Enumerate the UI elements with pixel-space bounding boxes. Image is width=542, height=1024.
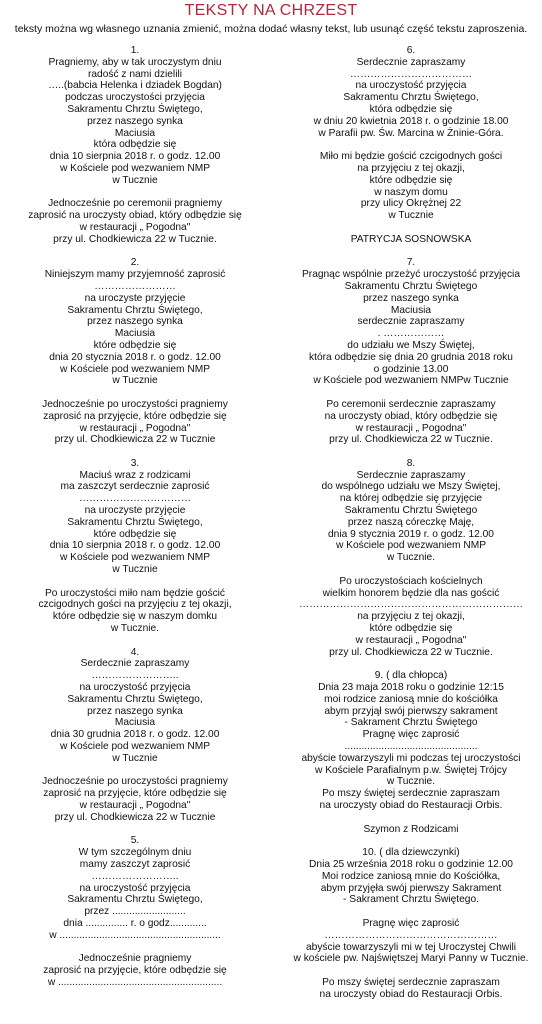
- text-line: w Kościele pod wezwaniem NMP: [335, 540, 487, 552]
- text-line: zaprosić na przyjęcie, które odbędzie się: [43, 410, 227, 422]
- text-line: dnia 9 stycznia 2019 r. o godz. 12.00: [328, 528, 494, 540]
- text-line: [282, 446, 540, 458]
- text-line: zaprosić na przyjęcie, które odbędzie się: [43, 788, 227, 800]
- text-line: w Tucznie.: [110, 623, 160, 635]
- text-line: w dniu 20 kwietnia 2018 r. o godzinie 18.00: [313, 115, 509, 127]
- text-line: [282, 906, 540, 918]
- text-line: na uroczysty obiad do Restauracji Orbis.: [319, 988, 503, 1000]
- text-line: dnia ............... r. o godz.............: [63, 917, 207, 929]
- text-line: dnia 30 grudnia 2018 r. o godz. 12.00: [50, 729, 220, 741]
- text-line: na uroczysty obiad do Restauracji Orbis.: [319, 800, 503, 811]
- text-line: Szymon z Rodzicami: [363, 823, 459, 835]
- text-line: ……………………..: [91, 870, 179, 882]
- text-line: Sakramentu Chrztu Świętego,: [67, 516, 203, 528]
- text-line: przez naszego synka: [87, 115, 183, 127]
- text-line: 9. ( dla chłopca): [374, 670, 448, 682]
- text-line: [6, 576, 264, 588]
- text-line: przez naszego synka: [87, 705, 183, 717]
- text-line: Jednocześnie po ceremonii pragniemy: [48, 198, 222, 210]
- text-line: [282, 222, 540, 234]
- text-line: na uroczyste przyjęcie: [84, 292, 186, 304]
- text-line: 5.: [130, 835, 140, 847]
- text-line: o godzinie 13.00: [373, 363, 449, 375]
- text-line: abym przyjęła swój pierwszy Sakrament: [320, 882, 502, 894]
- text-line: Jednocześnie po uroczystości pragniemy: [42, 398, 228, 410]
- text-line: mamy zaszczyt zaprosić: [79, 858, 191, 870]
- text-line: Sakramentu Chrztu Świętego,: [343, 92, 479, 104]
- text-line: ...............................................: [344, 741, 478, 753]
- text-line: w restauracji „ Pogodna": [355, 634, 467, 646]
- text-line: w kościele pw. Najświętszej Maryi Panny w Tucznie.: [293, 953, 529, 965]
- text-line: wielkim honorem będzie dla nas gościć: [322, 587, 500, 599]
- text-line: w restauracji „ Pogodna": [79, 422, 191, 434]
- text-line: [6, 765, 264, 777]
- text-line: w naszym domu: [374, 186, 448, 198]
- text-line: serdecznie zapraszamy: [357, 316, 465, 328]
- text-line: zaprosić na przyjęcie, które odbędzie się: [43, 965, 227, 977]
- text-line: przez ..........................: [84, 906, 186, 918]
- text-line: [282, 812, 540, 824]
- text-line: [282, 658, 540, 670]
- text-line: Dnia 23 maja 2018 roku o godzinie 12:15: [318, 682, 504, 694]
- text-line: PATRYCJA SOSNOWSKA: [350, 233, 472, 245]
- text-line: które odbędzie się: [369, 174, 453, 186]
- text-line: abyście towarzyszyli mi podczas tej uroczystości: [301, 752, 521, 764]
- text-line: Po uroczystościach kościelnych: [339, 575, 483, 587]
- text-line: przez naszego synka: [87, 316, 183, 328]
- text-line: W tym szczególnym dniu: [78, 847, 192, 859]
- text-line: ……………………: [94, 280, 176, 292]
- text-line: [282, 564, 540, 576]
- text-line: [282, 835, 540, 847]
- text-line: na uroczystość przyjęcia: [79, 682, 191, 694]
- text-line: które odbędzie się: [369, 623, 453, 635]
- text-line: ……………………………………………: [324, 929, 498, 941]
- text-line: Jednocześnie po uroczystości pragniemy: [42, 776, 228, 788]
- text-line: Moi rodzice zaniosą mnie do Kościółka,: [321, 870, 501, 882]
- text-line: Pragniemy, aby w tak uroczystym dniu: [48, 56, 222, 68]
- text-line: [6, 446, 264, 458]
- text-line: w Tucznie: [112, 564, 158, 576]
- text-line: Serdecznie zapraszamy: [356, 469, 466, 481]
- text-line: w ..........................................................: [47, 976, 223, 988]
- text-line: [6, 942, 264, 954]
- text-line: na uroczystość przyjęcia: [79, 882, 191, 894]
- text-line: w Tucznie: [112, 752, 158, 764]
- left-column: [6, 45, 264, 989]
- text-line: w restauracji „ Pogodna": [79, 221, 191, 233]
- text-line: przy ul. Chodkiewicza 22 w Tucznie.: [329, 434, 493, 446]
- text-line: Po mszy świętej serdecznie zapraszam: [322, 976, 500, 988]
- page-title: TEKSTY NA CHRZEST: [184, 2, 358, 19]
- text-line: podczas uroczystości przyjęcia: [65, 92, 205, 104]
- text-line: [6, 824, 264, 836]
- text-line: w restauracji „ Pogodna": [355, 422, 467, 434]
- text-line: Serdecznie zapraszamy: [356, 56, 466, 68]
- text-line: 7.: [406, 257, 416, 269]
- text-line: Pragnę więc zaprosić: [362, 729, 460, 741]
- text-line: abyście towarzyszyli mi w tej Uroczystej Chwili: [305, 941, 517, 953]
- text-line: - Sakrament Chrztu Świętego: [344, 717, 478, 729]
- text-line: na uroczyste przyjęcie: [84, 505, 186, 517]
- text-line: przy ul. Chodkiewicza 22 w Tucznie.: [329, 646, 493, 658]
- text-line: w Kościele pod wezwaniem NMPw Tucznie: [313, 375, 509, 387]
- text-line: w Tucznie: [112, 174, 158, 186]
- text-line: Maciusia: [114, 328, 156, 340]
- text-line: [6, 187, 264, 199]
- text-line: - Sakrament Chrztu Świętego.: [343, 894, 479, 906]
- text-line: Po uroczystości miło nam będzie gościć: [44, 587, 226, 599]
- text-line: w Kościele Parafialnym p.w. Świętej Trójcy: [315, 764, 507, 776]
- text-line: Sakramentu Chrztu Świętego: [344, 505, 478, 517]
- text-line: ………………………………: [349, 68, 473, 80]
- text-line: Sakramentu Chrztu Świętego,: [67, 693, 203, 705]
- text-line: [6, 246, 264, 258]
- text-line: przez naszego synka: [363, 292, 459, 304]
- text-line: radość z nami dzielili: [88, 68, 182, 80]
- text-line: [282, 387, 540, 399]
- text-line: przy ul. Chodkiewicza 22 w Tucznie: [54, 811, 216, 823]
- text-line: która odbędzie się: [93, 139, 177, 151]
- text-line: przy ul. Chodkiewicza 22 w Tucznie: [54, 434, 216, 446]
- text-line: Serdecznie zapraszamy: [80, 658, 190, 670]
- text-line: w Tucznie.: [386, 552, 436, 564]
- text-line: Niniejszym mamy przyjemność zaprosić: [44, 269, 226, 281]
- text-line: Dnia 25 września 2018 roku o godzinie 12.00: [309, 858, 513, 870]
- text-line: 4.: [130, 646, 140, 658]
- text-line: w Kościele pod wezwaniem NMP: [59, 741, 211, 753]
- text-line: na uroczystość przyjęcia: [355, 80, 467, 92]
- text-line: przy ul. Chodkiewicza 22 w Tucznie.: [53, 233, 217, 245]
- text-line: Sakramentu Chrztu Świętego,: [67, 103, 203, 115]
- text-line: Po mszy świętej serdecznie zapraszam: [322, 788, 500, 800]
- text-line: w Tucznie: [388, 210, 434, 222]
- text-line: dnia 10 sierpnia 2018 r. o godz. 12.00: [49, 151, 221, 163]
- text-line: przez naszą córeczkę Maję,: [347, 516, 475, 528]
- text-line: abym przyjął swój pierwszy sakrament: [324, 705, 498, 717]
- text-line: zaprosić na uroczysty obiad, który odbędzie się: [28, 210, 242, 222]
- text-line: które odbędzie się: [93, 528, 177, 540]
- text-line: czcigodnych gości na przyjęciu z tej okazji,: [38, 599, 232, 611]
- text-line: Jednocześnie pragniemy: [78, 953, 192, 965]
- text-line: ma zaszczyt serdecznie zaprosić: [60, 481, 210, 493]
- text-line: [6, 635, 264, 647]
- text-line: w Tucznie.: [386, 776, 436, 788]
- text-line: ……………………………: [78, 493, 192, 505]
- text-line: w Tucznie: [112, 375, 158, 387]
- text-line: która odbędzie się dnia 20 grudnia 2018 roku: [309, 351, 513, 363]
- right-column: [282, 45, 540, 1001]
- text-line: na której odbędzie się przyjęcie: [339, 493, 483, 505]
- text-line: na przyjęciu z tej okazji,: [357, 611, 465, 623]
- text-line: w restauracji „ Pogodna": [79, 800, 191, 811]
- text-line: które odbędzie się: [93, 339, 177, 351]
- text-line: do wspólnego udziału we Mszy Świętej,: [321, 481, 501, 493]
- text-line: 10. ( dla dziewczynki): [362, 847, 460, 859]
- text-line: 6.: [406, 45, 416, 56]
- text-line: [282, 965, 540, 977]
- text-line: Sakramentu Chrztu Świętego: [344, 280, 478, 292]
- text-line: [282, 139, 540, 151]
- text-line: [282, 246, 540, 258]
- text-line: …..(babcia Helenka i dziadek Bogdan): [48, 80, 222, 92]
- text-line: na przyjęciu z tej okazji,: [357, 162, 465, 174]
- text-line: Maciuś wraz z rodzicami: [79, 469, 191, 481]
- text-line: moi rodzice zaniosą mnie do kościółka: [324, 693, 498, 705]
- text-line: do udziału we Mszy Świętej,: [347, 339, 475, 351]
- text-line: które odbędzie się w naszym domku: [52, 611, 218, 623]
- text-line: Miło mi będzie gościć czcigodnych gości: [319, 151, 503, 163]
- text-line: przy ulicy Okrężnej 22: [360, 198, 462, 210]
- text-line: Sakramentu Chrztu Świętego,: [67, 894, 203, 906]
- text-line: Sakramentu Chrztu Świętego,: [67, 304, 203, 316]
- text-line: 1.: [130, 45, 140, 56]
- text-line: …………………………………………………………: [298, 599, 524, 611]
- text-line: w Parafii pw. Św. Marcina w Żninie-Góra.: [318, 127, 504, 139]
- text-line: [6, 387, 264, 399]
- text-line: w Kościele pod wezwaniem NMP: [59, 162, 211, 174]
- text-line: Pragnę więc zaprosić: [362, 917, 460, 929]
- text-line: 3.: [130, 457, 140, 469]
- text-line: na uroczysty obiad, który odbędzie się: [324, 410, 498, 422]
- text-line: która odbędzie się: [369, 103, 453, 115]
- text-line: Po ceremonii serdecznie zapraszamy: [326, 398, 496, 410]
- text-line: 2.: [130, 257, 140, 269]
- text-line: w .........................................................: [49, 929, 221, 941]
- text-line: w Kościele pod wezwaniem NMP: [59, 363, 211, 375]
- text-line: ……………………..: [91, 670, 179, 682]
- text-line: Pragnąc wspólnie przeżyć uroczystość przyjęcia: [302, 269, 520, 281]
- text-line: w Kościele pod wezwaniem NMP: [59, 552, 211, 564]
- page-subtitle: teksty można wg własnego uznania zmienić, można dodać własny tekst, lub usunąć część tekstu zaproszenia.: [14, 23, 528, 35]
- text-line: . ………………: [377, 328, 445, 340]
- text-line: dnia 10 sierpnia 2018 r. o godz. 12.00: [49, 540, 221, 552]
- text-line: Maciusia: [114, 127, 156, 139]
- text-line: 8.: [406, 457, 416, 469]
- text-line: Maciusia: [390, 304, 432, 316]
- text-line: Maciusia: [114, 717, 156, 729]
- text-line: dnia 20 stycznia 2018 r. o godz. 12.00: [49, 351, 221, 363]
